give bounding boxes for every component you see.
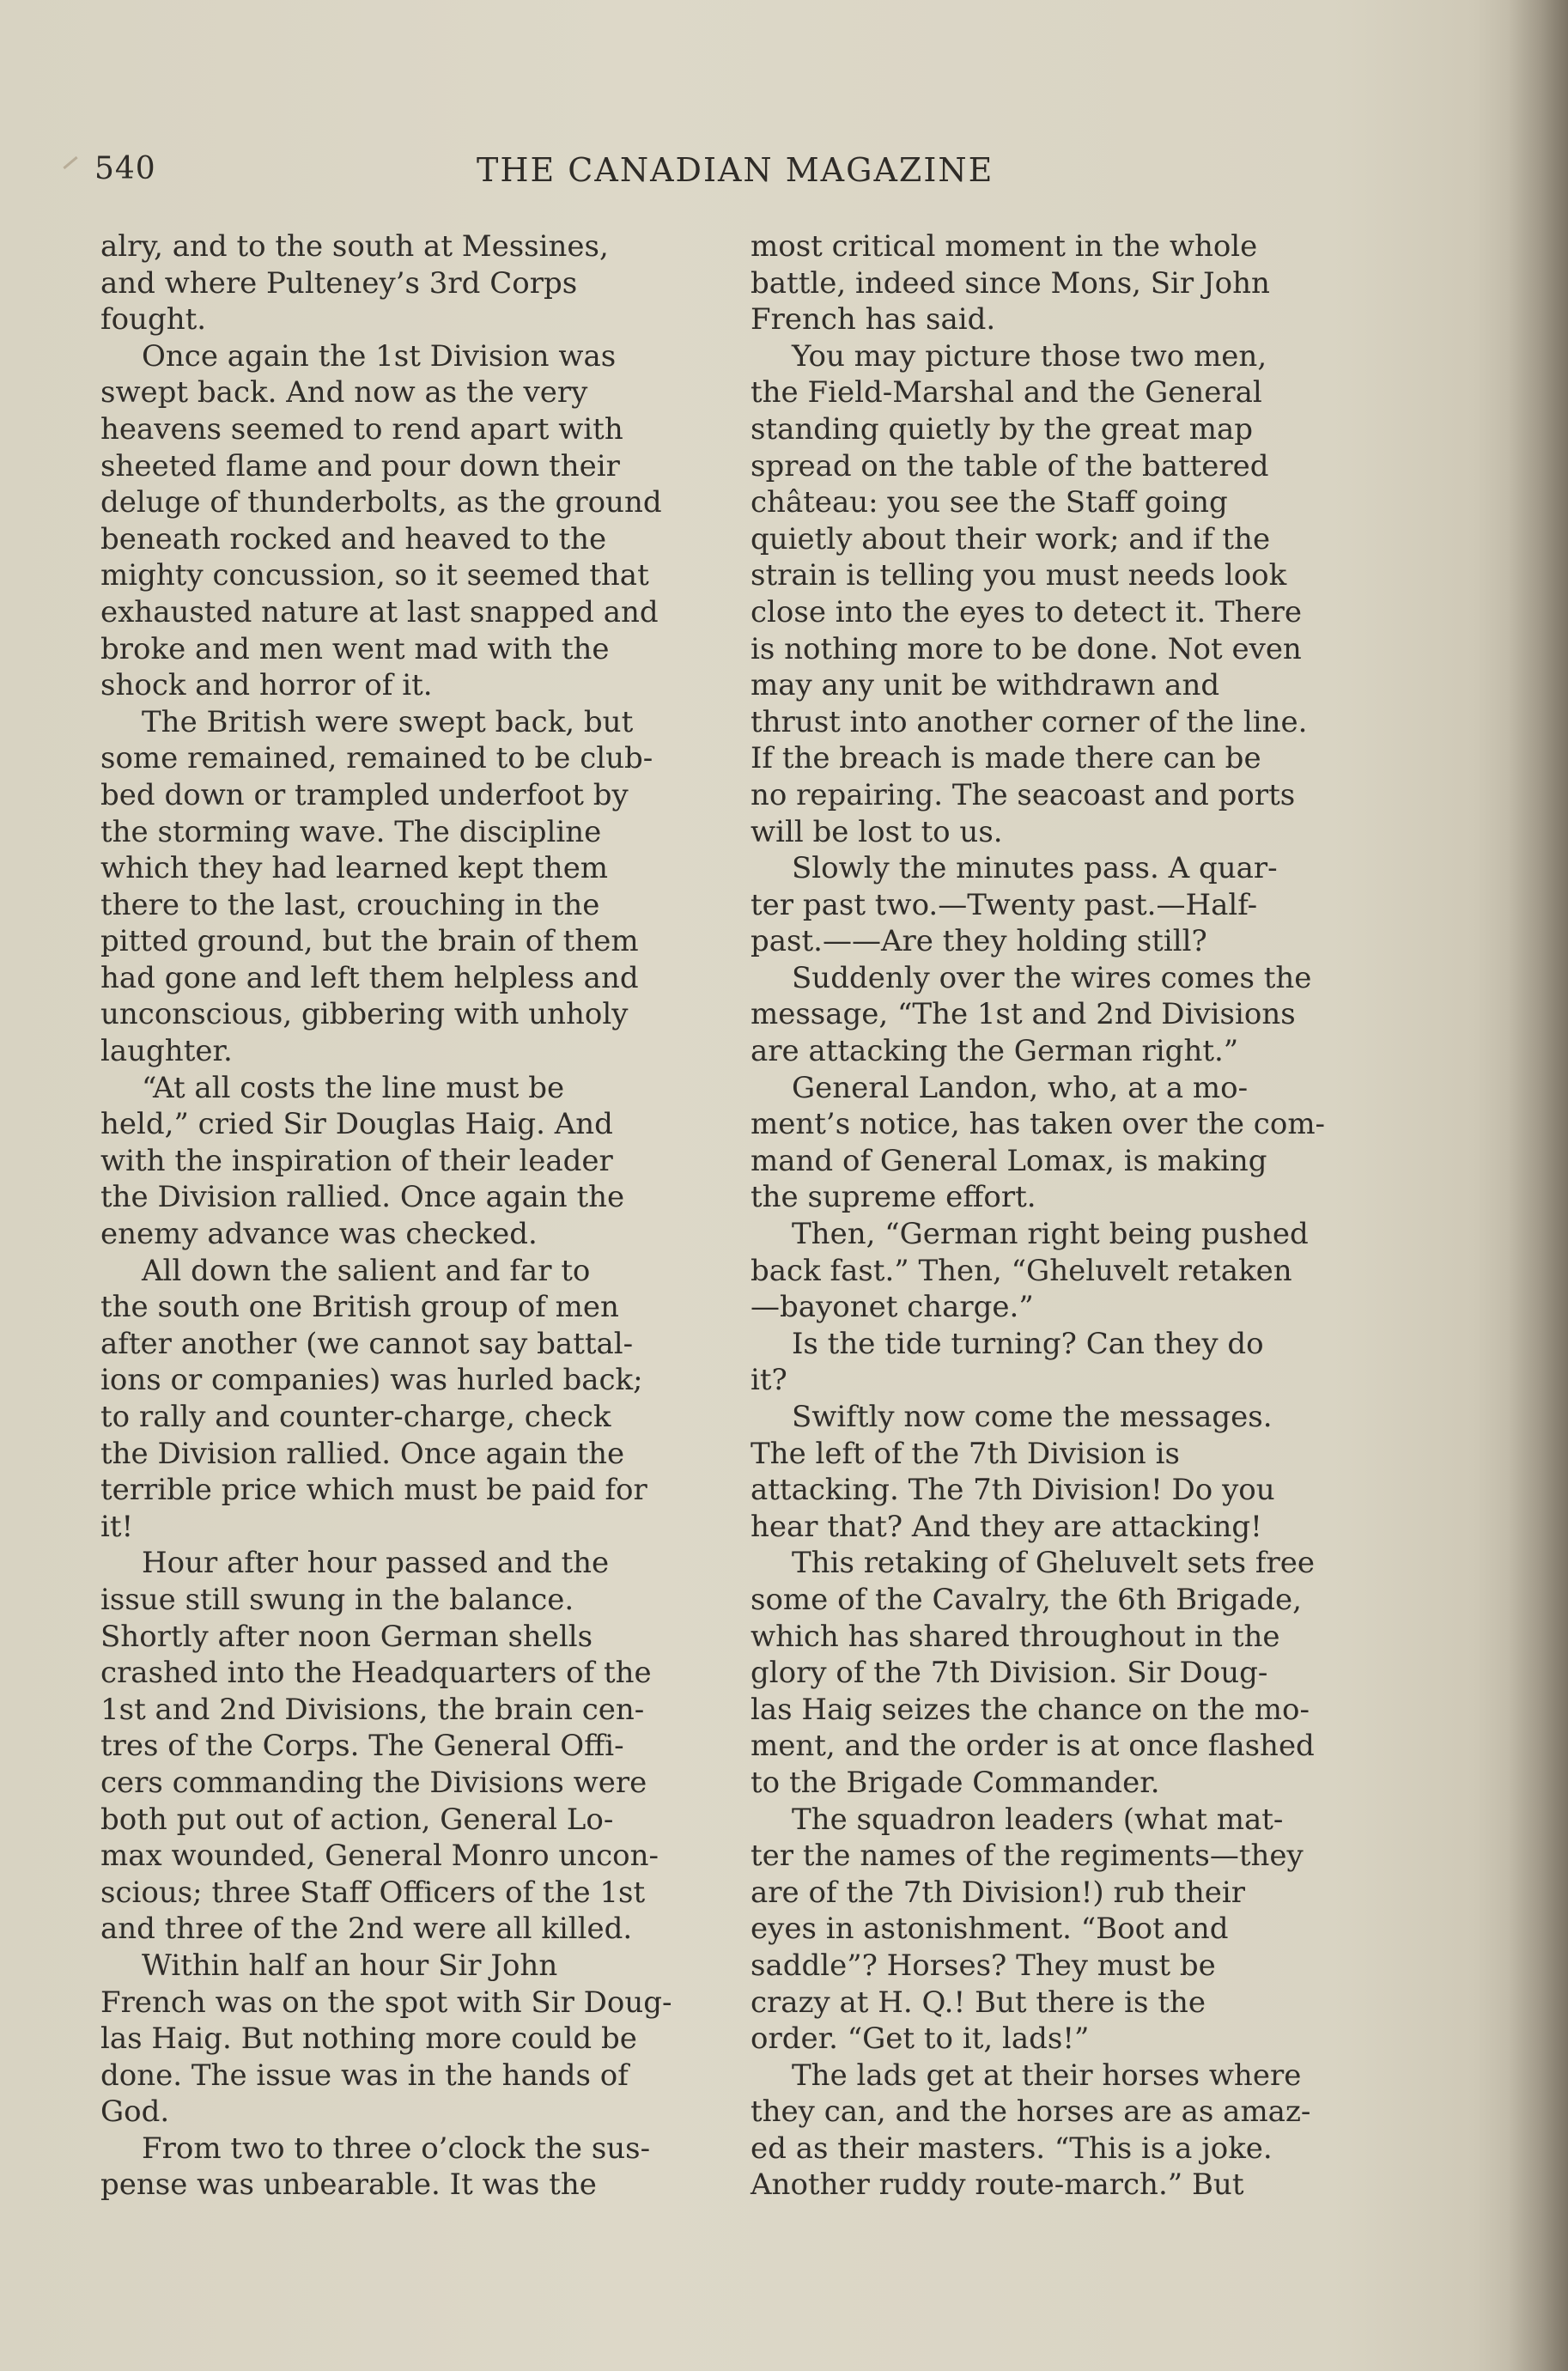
text-line: sheeted flame and pour down their <box>100 448 620 483</box>
text-line: issue still swung in the balance. <box>100 1582 574 1617</box>
text-line: Then, “German right being pushed <box>792 1217 1309 1252</box>
text-line: the Division rallied. Once again the <box>100 1436 625 1471</box>
text-line: may any unit be withdrawn and <box>751 668 1220 703</box>
text-line: cers commanding the Divisions were <box>100 1765 647 1800</box>
page-edge-shadow <box>1508 0 1568 2371</box>
text-line: strain is telling you must needs look <box>751 558 1287 593</box>
pencil-mark <box>63 156 77 169</box>
text-line: If the breach is made there can be <box>751 741 1261 776</box>
text-line: and where Pulteney’s 3rd Corps <box>100 265 578 301</box>
text-line: some remained, remained to be club- <box>100 741 653 776</box>
text-line: All down the salient and far to <box>142 1253 591 1288</box>
text-line: 1st and 2nd Divisions, the brain cen- <box>100 1692 645 1727</box>
text-line: the storming wave. The discipline <box>100 814 602 849</box>
text-line: Once again the 1st Division was <box>142 338 617 374</box>
text-line: God. <box>100 2094 170 2130</box>
text-line: will be lost to us. <box>751 814 1003 849</box>
text-line: quietly about their work; and if the <box>751 521 1271 556</box>
page-header <box>94 151 1039 203</box>
text-line: bed down or trampled underfoot by <box>100 777 629 812</box>
running-title: THE CANADIAN MAGAZINE <box>477 151 994 189</box>
text-line: Hour after hour passed and the <box>142 1546 610 1581</box>
text-line: The British were swept back, but <box>142 704 634 739</box>
text-line: ions or companies) was hurled back; <box>100 1363 643 1398</box>
text-line: there to the last, crouching in the <box>100 887 600 922</box>
text-line: thrust into another corner of the line. <box>751 704 1308 739</box>
text-line: French has said. <box>751 302 996 337</box>
text-line: the Field-Marshal and the General <box>751 375 1262 410</box>
text-line: glory of the 7th Division. Sir Doug- <box>751 1656 1268 1691</box>
text-line: ment’s notice, has taken over the com- <box>751 1107 1326 1142</box>
text-line: back fast.” Then, “Gheluvelt retaken <box>751 1253 1292 1288</box>
text-line: message, “The 1st and 2nd Divisions <box>751 997 1296 1032</box>
text-line: This retaking of Gheluvelt sets free <box>792 1546 1316 1581</box>
text-line: eyes in astonishment. “Boot and <box>751 1912 1229 1947</box>
text-line: standing quietly by the great map <box>751 411 1254 447</box>
text-line: ed as their masters. “This is a joke. <box>751 2131 1273 2166</box>
text-line: saddle”? Horses? They must be <box>751 1948 1216 1983</box>
text-line: with the inspiration of their leader <box>100 1143 613 1178</box>
text-line: some of the Cavalry, the 6th Brigade, <box>751 1582 1302 1617</box>
page-number: 540 <box>94 151 156 186</box>
text-line: are attacking the German right.” <box>751 1034 1239 1069</box>
text-line: the south one British group of men <box>100 1290 619 1325</box>
text-line: Shortly after noon German shells <box>100 1619 593 1654</box>
text-line: after another (we cannot say battal- <box>100 1326 634 1361</box>
text-line: mighty concussion, so it seemed that <box>100 558 649 593</box>
text-line: which they had learned kept them <box>100 851 609 886</box>
text-line: pitted ground, but the brain of them <box>100 924 639 959</box>
text-line: las Haig seizes the chance on the mo- <box>751 1692 1310 1727</box>
text-line: The squadron leaders (what mat- <box>792 1802 1284 1837</box>
text-line: ment, and the order is at once flashed <box>751 1729 1315 1764</box>
text-line: Is the tide turning? Can they do <box>792 1326 1264 1361</box>
text-line: “At all costs the line must be <box>142 1070 565 1105</box>
text-line: close into the eyes to detect it. There <box>751 594 1303 629</box>
text-line: beneath rocked and heaved to the <box>100 521 607 556</box>
text-line: Slowly the minutes pass. A quar- <box>792 851 1278 886</box>
text-line: they can, and the horses are as amaz- <box>751 2094 1311 2130</box>
text-line: Swiftly now come the messages. <box>792 1400 1273 1434</box>
text-line: Within half an hour Sir John <box>142 1948 558 1983</box>
text-line: broke and men went mad with the <box>100 631 610 666</box>
text-line: to rally and counter-charge, check <box>100 1400 611 1434</box>
text-line: ter past two.—Twenty past.—Half- <box>751 887 1258 922</box>
text-line: had gone and left them helpless and <box>100 960 639 995</box>
text-line: alry, and to the south at Messines, <box>100 229 609 264</box>
text-line: it! <box>100 1509 134 1544</box>
text-line: spread on the table of the battered <box>751 448 1269 483</box>
text-line: most critical moment in the whole <box>751 229 1258 264</box>
text-line: deluge of thunderbolts, as the ground <box>100 485 662 520</box>
text-line: which has shared throughout in the <box>751 1619 1280 1654</box>
text-line: both put out of action, General Lo- <box>100 1802 614 1837</box>
text-line: crashed into the Headquarters of the <box>100 1656 652 1691</box>
text-line: exhausted nature at last snapped and <box>100 594 659 629</box>
text-line: the Division rallied. Once again the <box>100 1180 625 1215</box>
left-column <box>100 228 712 2204</box>
text-line: laughter. <box>100 1034 233 1069</box>
text-line: swept back. And now as the very <box>100 375 588 410</box>
text-line: to the Brigade Commander. <box>751 1765 1160 1800</box>
text-line: las Haig. But nothing more could be <box>100 2021 637 2057</box>
text-line: Suddenly over the wires comes the <box>792 960 1312 995</box>
text-line: fought. <box>100 302 207 337</box>
text-line: ter the names of the regiments—they <box>751 1839 1304 1874</box>
text-line: mand of General Lomax, is making <box>751 1143 1267 1178</box>
text-line: tres of the Corps. The General Offi- <box>100 1729 624 1764</box>
text-line: and three of the 2nd were all killed. <box>100 1912 633 1947</box>
text-line: pense was unbearable. It was the <box>100 2167 597 2203</box>
text-line: enemy advance was checked. <box>100 1217 538 1252</box>
text-line: past.——Are they holding still? <box>751 924 1207 959</box>
text-line: You may picture those two men, <box>792 338 1267 374</box>
text-line: The lads get at their horses where <box>792 2058 1302 2093</box>
text-line: no repairing. The seacoast and ports <box>751 777 1296 812</box>
text-line: terrible price which must be paid for <box>100 1473 647 1508</box>
text-line: crazy at H. Q.! But there is the <box>751 1985 1206 2020</box>
text-line: order. “Get to it, lads!” <box>751 2021 1090 2057</box>
text-line: are of the 7th Division!) rub their <box>751 1875 1245 1910</box>
text-line: château: you see the Staff going <box>751 485 1228 520</box>
text-line: is nothing more to be done. Not even <box>751 631 1302 666</box>
text-line: unconscious, gibbering with unholy <box>100 997 629 1032</box>
text-line: General Landon, who, at a mo- <box>792 1070 1249 1105</box>
text-line: scious; three Staff Officers of the 1st <box>100 1875 646 1910</box>
text-line: The left of the 7th Division is <box>751 1436 1180 1471</box>
text-line: Another ruddy route-march.” But <box>751 2167 1244 2203</box>
text-line: the supreme effort. <box>751 1180 1036 1215</box>
text-line: From two to three o’clock the sus- <box>142 2131 651 2166</box>
text-line: shock and horror of it. <box>100 668 433 703</box>
text-line: held,” cried Sir Douglas Haig. And <box>100 1107 613 1142</box>
text-line: done. The issue was in the hands of <box>100 2058 629 2093</box>
text-line: it? <box>751 1363 787 1398</box>
right-column <box>751 228 1358 2204</box>
text-line: battle, indeed since Mons, Sir John <box>751 265 1270 301</box>
text-line: heavens seemed to rend apart with <box>100 411 623 447</box>
text-line: —bayonet charge.” <box>751 1290 1034 1325</box>
text-line: attacking. The 7th Division! Do you <box>751 1473 1275 1508</box>
text-line: max wounded, General Monro uncon- <box>100 1839 659 1874</box>
text-line: hear that? And they are attacking! <box>751 1509 1262 1544</box>
text-line: French was on the spot with Sir Doug- <box>100 1985 672 2020</box>
